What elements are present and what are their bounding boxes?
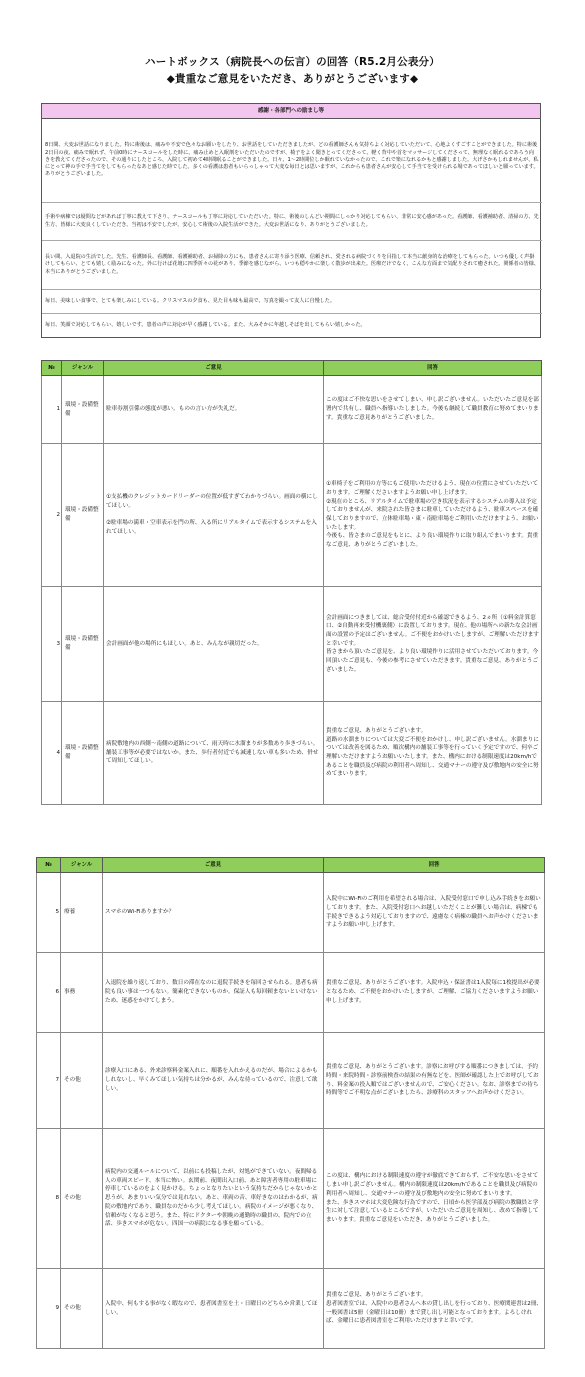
table-row <box>42 702 542 805</box>
opinion-table-1 <box>41 360 542 805</box>
row-opinion: 病院敷地内の西側～南側の道路について、雨天時に水溜まりが多数あり歩きづらい。舗装工事等が必要ではないか。また、歩行者付近でも減速しない車も多いため、併せて周知してほしい。 <box>104 702 324 805</box>
row-genre: 環境・設備整備 <box>62 376 104 444</box>
row-opinion: スマホのWi-Fiありますか？ <box>103 873 324 953</box>
table-row <box>37 1269 545 1349</box>
page-subtitle: ◆貴重なご意見をいただき、ありがとうございます◆ <box>166 73 419 85</box>
row-genre: 事務 <box>61 953 103 1033</box>
table-row <box>37 953 545 1033</box>
opinion-table-2 <box>36 857 545 1349</box>
row-genre: その他 <box>61 1269 103 1349</box>
table-row <box>42 587 542 702</box>
table-row <box>37 873 545 953</box>
row-genre: 環境・設備整備 <box>62 587 104 702</box>
row-genre: その他 <box>61 1129 103 1269</box>
row-opinion: 入退院を繰り返しており、数日の滞在なのに退院手続きを毎回させられる。患者も病院も良い事は一つもない。簡素化できないものか。保証人も毎回頼まないといけないため、迷惑をかけてしまう。 <box>103 953 324 1033</box>
table-row <box>42 376 542 444</box>
row-no: 5 <box>37 873 61 953</box>
encouragement-item: 毎日、美味しい食事で、とても楽しみにしている。クリスマスの夕食も、見た目も味も最高で、写真を撮って友人に自慢した。 <box>42 290 542 314</box>
col-answer-header: 回答 <box>324 858 545 873</box>
row-opinion: 入院中、何もする事がなく暇なので、患者図書室を土・日曜日のどちらか営業してほしい。 <box>103 1269 324 1349</box>
encouragement-item: 8日間、大変お世話になりました。特に術後は、痛みや不安で色々なお願いをしたり、お世話をしていただきましたが、どの看護師さんも気持ちよく対応していただいて、心地よくすごすことができました。特に術後2日目の夜、痛みで眠れず、午前0時にナースコールをした時に、痛み止めと入眠剤をいただいたのですが、椅子をよく聞きとってくださって、軽く背中や首をマッサージしてくださって、無理なく眠れるであろう向きを教えてくださったので、その通りにしたところ、入院して初めて4時間眠ることができました。日々、1～2時間位しか眠れていなかったので、これで楽になれるかもと感謝しました。大げさかもしれませんが、私にとって神の手で手当てをしてもらったなあと感じた時でした。多くの看護は患者もいらっしゃって大変な毎日とは思いますが、これからも患者さんが安心して手当てを受けられる場であってほしいと願っています。ありがとうございました。 <box>42 119 542 203</box>
row-opinion: 診療入口にある、外来診察料金案入れに、順番を入れかえるのだが、場合によるかもしれないし、早くみてほしい気持ちは分かるが、みんな待っているので、注意して欲しい。 <box>103 1033 324 1129</box>
table-row <box>42 444 542 587</box>
row-answer: この度は、構内における制限速度の遵守が徹底できておらず、ご不安な思いをさせてしまい申し訳ございません。構内の制限速度は20km/hであることを職員及び病院の利用者へ周知し、交通マナーの遵守及び敷地内の安全に努めてまいります。 また、歩きスマホは大変危険な行為ですので、日頃から医学部及び病院の教職員と学生に対して注意しているところですが、いただいたご意見を周知し、改めて指導してまいります。貴重なご意見をいただき、ありがとうございました。 <box>324 1129 545 1269</box>
row-no: 2 <box>42 444 62 587</box>
row-opinion: 病院内の交通ルールについて、以前にも投稿したが、対処ができていない。夜間帰る人の車両スピード、本当に怖い。玄関前、夜間出入口前、あと障害者専用の駐車場に停車しているのをよく見かける。ちょっとなりたいという気持ちだからじゃないかと思うが、あまりいい気分では見れない。あと、車両の音、車好きなのはわかるが、病院の敷地内であり、職員なのだから少し考えてほしい。病院のイメージが悪くなり、信頼がなくなると思う。また、特にドクターや朝晩の通勤時の職員の、院内での立話、歩きスマホが危ない。四国一の病院になる事を願っている。 <box>103 1129 324 1269</box>
row-opinion: ①支払機のクレジットカードリーダーの位置が低すぎてわかりづらい。画面の横にしてほしい。 ②駐車場の満車・空車表示を門の所、入る所にリアルタイムで表示するシステムを入れてほしい。 <box>104 444 324 587</box>
encouragement-box <box>41 103 541 338</box>
row-answer: 貴重なご意見、ありがとうございます。 道路の水溜まりについては大変ご不便をおかけし、申し訳ございません。水溜まりについては改善を図るため、順次構内の舗装工事等を行っていく予定ですので、何卒ご理解いただけますようお願いいたします。また、構内における制限速度は20km/hであることを職員及び病院の利用者へ周知し、交通マナーの遵守及び敷地内の安全に努めてまいります。 <box>324 702 542 805</box>
row-answer: 貴重なご意見、ありがとうございます。入院申込・保証書は1入院毎に1枚提出が必要となるため、ご不便をおかけいたしますが、ご理解、ご協力くださいますようお願い申し上げます。 <box>324 953 545 1033</box>
row-no: 6 <box>37 953 61 1033</box>
row-genre: 環境・設備整備 <box>62 702 104 805</box>
row-answer: 会計画面につきましては、総合受付付近から確認できるよう、2ヵ所（①料金計算窓口、②自動再来受付機裏側）に設置しております。現在、他の場所への新たな会計画面の設置の予定はございません。ご不便をおかけいたしますが、ご理解いただけますと幸いです。 皆さまから頂いたご意見を、より良い環境作りに活用させていただいております。今回頂いたご意見も、今後の参考にさせていただきます。貴重なご意見、ありがとうございました。 <box>324 587 542 702</box>
row-no: 1 <box>42 376 62 444</box>
col-genre-header: ジャンル <box>62 361 104 376</box>
row-answer: 貴重なご意見、ありがとうございます。診察にお呼びする順番につきましては、予約時間・来院時間・診察前検査の結果の有無などを、医師が確認した上でお呼びしており、料金案の投入順ではございませんので、ご安心ください。なお、診察までの待ち時間等でご不明な点がございましたら、診療科のスタッフへお声かけください。 <box>324 1033 545 1129</box>
table-header-row <box>37 858 545 873</box>
col-no-header: № <box>37 858 61 873</box>
row-no: 7 <box>37 1033 61 1129</box>
encouragement-item: 手術や病棟では疑問などがあれば丁寧に教えて下さり、ナースコールも丁寧に対応していただいた。特に、術後のしんどい期間にしっかり対応してもらい、非常に安心感があった。看護師、看護補助者、清掃の方、先生方、皆様に大変良くしていただき、当初は不安でしたが、安心して術後の入院生活ができた。大変お世話になり、ありがとうございました。 <box>42 203 542 241</box>
col-no-header: № <box>42 361 62 376</box>
encouragement-item: 毎日、笑顔で対応してもらい、嬉しいです。患者の声に対応が早く感謝している。また、大みそかに年越しそばを出してもらい嬉しかった。 <box>45 321 366 328</box>
table-row <box>37 1129 545 1269</box>
page-title: ハートボックス（病院長への伝言）の回答（R5.2月公表分） <box>145 56 440 68</box>
col-answer-header: 回答 <box>324 361 542 376</box>
row-answer: この度はご不快な思いをさせてしまい、申し訳ございません。いただいたご意見を部署内で共有し、職員へ指導いたしました。今後も継続して職員教育に努めてまいります。貴重なご意見ありがとうございました。 <box>324 376 542 444</box>
row-no: 3 <box>42 587 62 702</box>
col-genre-header: ジャンル <box>61 858 103 873</box>
encouragement-heading: 感謝・各部門への励まし等 <box>42 104 540 119</box>
row-no: 9 <box>37 1269 61 1349</box>
col-opinion-header: ご意見 <box>104 361 324 376</box>
row-opinion: 会計画面が他の場所にもほしい。あと、みんなが親切だった。 <box>104 587 324 702</box>
col-opinion-header: ご意見 <box>103 858 324 873</box>
encouragement-item: 長い間、入退院の生活でした。先生、看護師長、看護師、看護補助者、お掃除の方にも、患者さんに寄り添う医療、信頼され、愛される病院づくりを目指して本当に献身的な治療をしてもらった。いつも優しく声掛けしてもらい、とても嬉しく励みになった。外に行けば花壇に四季折々の花があり、季節を感じながら、いつも穏やかに楽しく散歩が出来た。医療だけでなく、こんな方面まで気配りされて癒された。関係者の皆様、本当にありがとうございました。 <box>42 241 542 290</box>
row-genre: 環境・設備整備 <box>62 444 104 587</box>
row-genre: 療養 <box>61 873 103 953</box>
row-no: 8 <box>37 1129 61 1269</box>
row-opinion: 駐車券割引係の態度が悪い。ものの言い方が失礼だ。 <box>104 376 324 444</box>
row-answer: 貴重なご意見、ありがとうございます。 患者図書室では、入院中の患者さんへ本の貸し出しを行っており、医療関連書は2冊、一般図書は5冊（金曜日は10冊）まで貸し出し可能となっております。よろしければ、金曜日に患者図書室をご利用いただけますと幸いです。 <box>324 1269 545 1349</box>
table-row <box>37 1033 545 1129</box>
row-answer: 入院中にWi-Fiのご利用を希望される場合は、入院受付窓口で申し込み手続きをお願いしております。また、入院受付窓口へお越しいただくことが難しい場合は、病棟でも手続きできるよう対応しておりますので、遠慮なく病棟の職員へお声かけくださいますようお願い申し上げます。 <box>324 873 545 953</box>
table-header-row <box>42 361 542 376</box>
row-no: 4 <box>42 702 62 805</box>
row-genre: その他 <box>61 1033 103 1129</box>
row-answer: ①車椅子をご利用の方等にもご使用いただけるよう、現在の位置にさせていただいております。ご理解くださいますようお願い申し上げます。 ②現在のところ、リアルタイムで駐車場の空き状況を表示するシステムの導入は予定しておりませんが、来院された皆さまに駐車していただけるよう、駐車スペースを確保しておりますので、立体駐車場・東・南駐車場をご利用いただけますよう、お願いいたします。 今後も、皆さまのご意見をもとに、より良い環境作りに取り組んでまいります。貴重なご意見、ありがとうございました。 <box>324 444 542 587</box>
